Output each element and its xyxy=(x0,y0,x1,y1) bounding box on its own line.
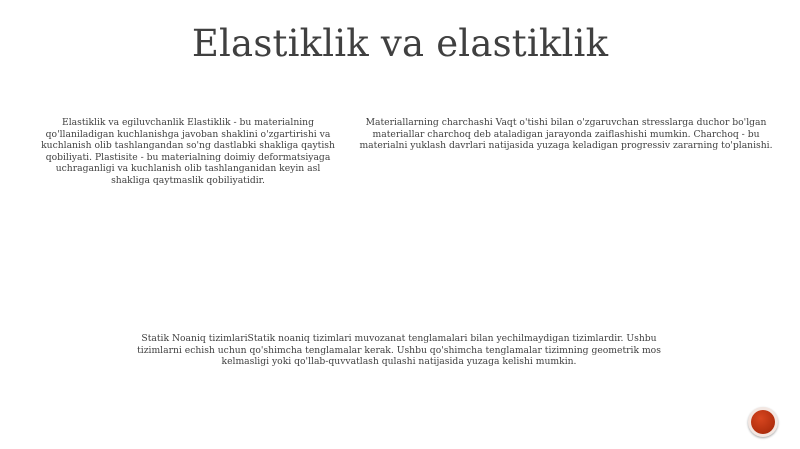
left-text-block: Elastiklik va egiluvchanlik Elastiklik - bu materialning qo'llaniladigan kuchlanishga javoban shaklini o'zgartirishi va kuchlanish olib tashlangandan so'ng dastlabki shakliga qaytish qobiliyati. Plastisite - bu materialning doimiy deformatsiyaga uchraganligi va kuchlanish olib tashlanganidan keyin asl shakliga qaytmaslik qobiliyatidir. xyxy=(41,117,335,186)
next-slide-button[interactable] xyxy=(748,407,778,437)
right-text-block: Materiallarning charchashi Vaqt o'tishi bilan o'zgaruvchan stresslarga duchor bo'lgan materiallar charchoq deb ataladigan jarayonda zaiflashishi mumkin. Charchoq - bu materialni yuklash davrlari natijasida yuzaga keladigan progressiv zararning to'planishi. xyxy=(359,117,773,152)
circle-nav-icon xyxy=(751,410,775,434)
bottom-text-block: Statik Noaniq tizimlariStatik noaniq tizimlari muvozanat tenglamalari bilan yechilmaydigan tizimlardir. Ushbu tizimlarni echish uchun qo'shimcha tenglamalar kerak. Ushbu qo'shimcha tenglamalar tizimning geometrik mos kelmasligi yoki qo'llab-quvvatlash qulashi natijasida yuzaga kelishi mumkin. xyxy=(137,333,661,368)
slide-title: Elastiklik va elastiklik xyxy=(191,22,609,65)
